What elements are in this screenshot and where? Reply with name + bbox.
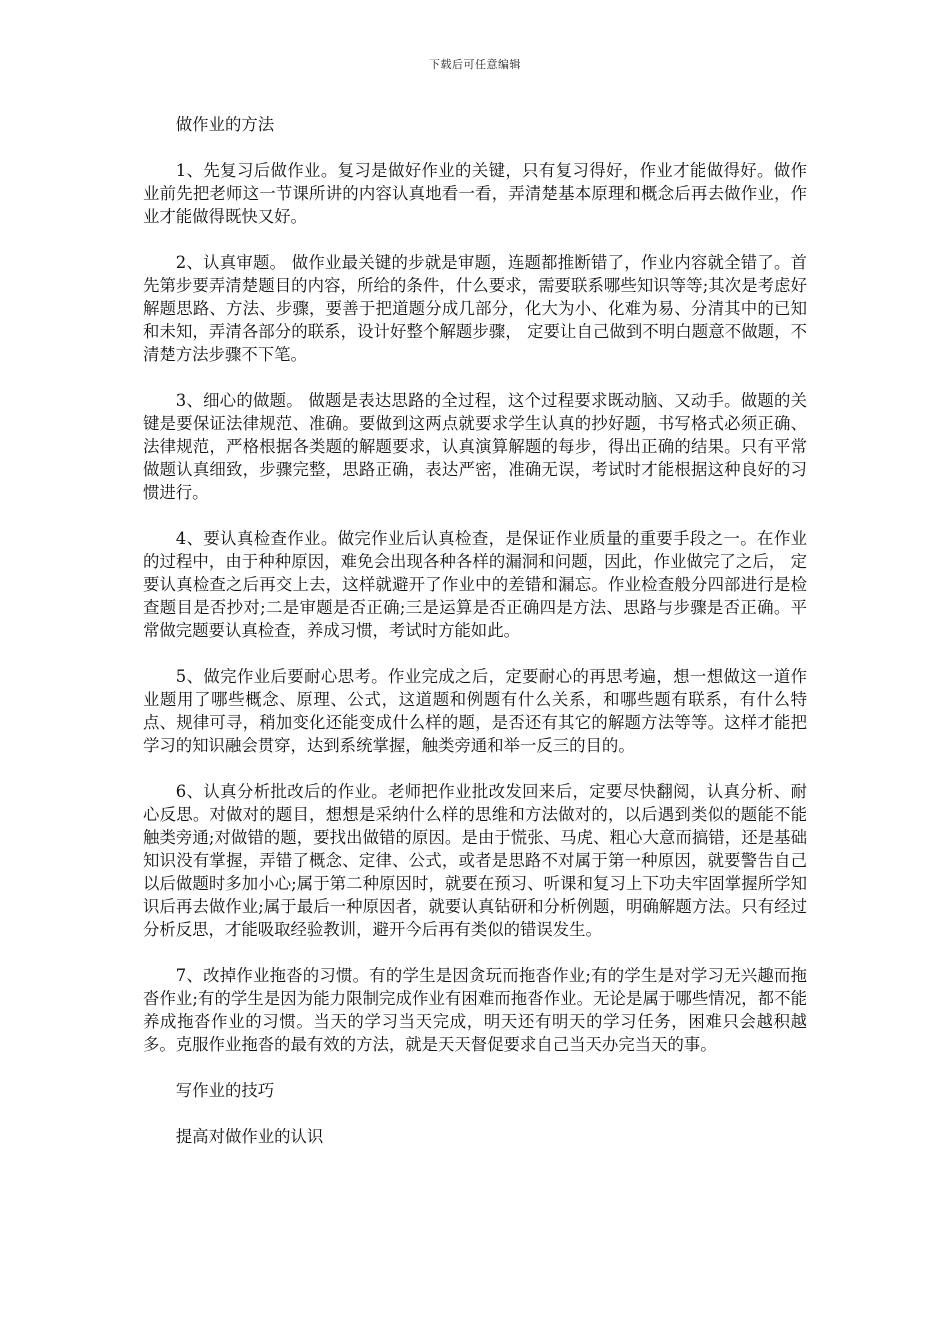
paragraph-3: 3、细心的做题。 做题是表达思路的全过程，这个过程要求既动脑、又动手。做题的关键是要保证法律规范、准确。要做到这两点就要求学生认真的抄好题，书写格式必须正确、法律规范，严格根据各类题的解题要求，认真演算解题的每步，得出正确的结果。只有平常做题认真细致，步骤完整，思路正确，表达严密，准确无误，考试时才能根据这种良好的习惯进行。 bbox=[143, 391, 807, 502]
document-body bbox=[143, 113, 807, 1171]
paragraph-1: 1、先复习后做作业。复习是做好作业的关键，只有复习得好，作业才能做得好。做作业前先把老师这一节课所讲的内容认真地看一看，弄清楚基本原理和概念后再去做作业，作业才能做得既快又好。 bbox=[143, 161, 807, 226]
paragraph-5: 5、做完作业后要耐心思考。作业完成之后，定要耐心的再思考遍，想一想做这一道作业题用了哪些概念、原理、公式，这道题和例题有什么关系，和哪些题有联系，有什么特点、规律可寻，稍加变化还能变成什么样的题，是否还有其它的解题方法等等。这样才能把学习的知识融会贯穿，达到系统掌握，触类旁通和举一反三的目的。 bbox=[143, 667, 807, 755]
paragraph-4: 4、要认真检查作业。做完作业后认真检查，是保证作业质量的重要手段之一。在作业的过程中，由于种种原因，难免会出现各种各样的漏洞和问题，因此，作业做完了之后， 定要认真检查之后再交上去，这样就避开了作业中的差错和漏忘。作业检查般分四部进行是检查题目是否抄对;二是审题是否正确;三是运算是否正确四是方法、思路与步骤是否正确。平常做完题要认真检查，养成习惯，考试时方能如此。 bbox=[143, 529, 807, 640]
paragraph-7: 7、改掉作业拖沓的习惯。有的学生是因贪玩而拖沓作业;有的学生是对学习无兴趣而拖沓作业;有的学生是因为能力限制完成作业有困难而拖沓作业。无论是属于哪些情况，都不能养成拖沓作业的习惯。当天的学习当天完成，明天还有明天的学习任务，困难只会越积越多。克服作业拖沓的最有效的方法，就是天天督促要求自己当天办完当天的事。 bbox=[143, 966, 807, 1054]
document-title: 做作业的方法 bbox=[175, 115, 275, 134]
section-heading: 写作业的技巧 bbox=[175, 1081, 275, 1100]
page-header-note: 下载后可任意编辑 bbox=[429, 58, 521, 71]
paragraph-2: 2、认真审题。 做作业最关键的步就是审题，连题都推断错了，作业内容就全错了。首先第步要弄清楚题目的内容，所给的条件，什么要求，需要联系哪些知识等等;其次是考虑好解题思路、方法、步骤，要善于把道题分成几部分，化大为小、化难为易、分清其中的已知和未知，弄清各部分的联系，设计好整个解题步骤， 定要让自己做到不明白题意不做题，不清楚方法步骤不下笔。 bbox=[143, 253, 807, 364]
paragraph-6: 6、认真分析批改后的作业。老师把作业批改发回来后，定要尽快翻阅，认真分析、耐心反思。对做对的题目，想想是采纳什么样的思维和方法做对的，以后遇到类似的题能不能触类旁通;对做错的题，要找出做错的原因。是由于慌张、马虎、粗心大意而搞错，还是基础知识没有掌握，弄错了概念、定律、公式，或者是思路不对属于第一种原因，就要警告自己以后做题时多加小心;属于第二种原因时，就要在预习、听课和复习上下功夫牢固掌握所学知识后再去做作业;属于最后一种原因者，就要认真钻研和分析例题，明确解题方法。只有经过分析反思，才能吸取经验教训，避开今后再有类似的错误发生。 bbox=[143, 782, 807, 939]
subheading: 提高对做作业的认识 bbox=[175, 1127, 324, 1146]
